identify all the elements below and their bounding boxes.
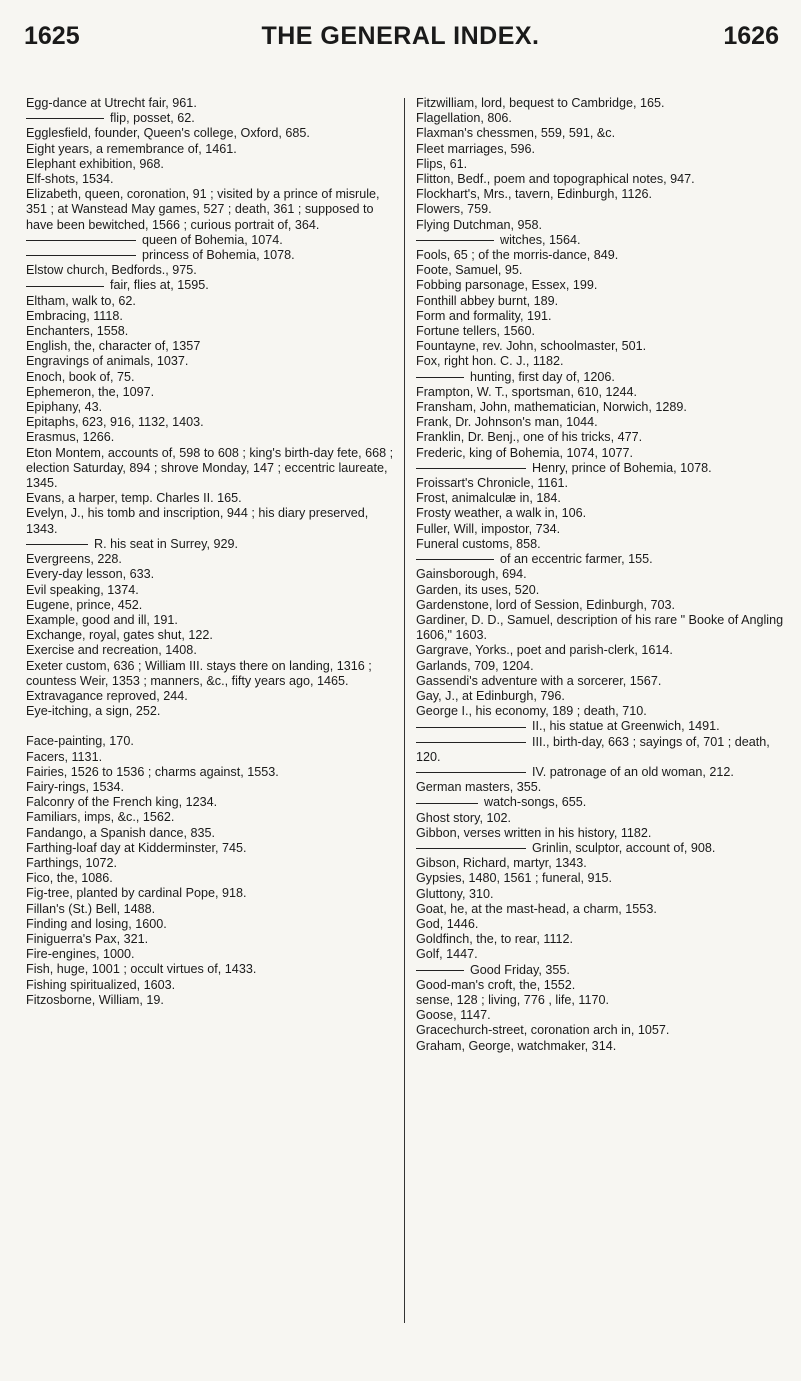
index-entry-text: Facers, 1131. — [26, 749, 103, 764]
index-entry-text: Fico, the, 1086. — [26, 871, 113, 886]
index-entry — [416, 294, 786, 309]
index-entry-text: Fillan's (St.) Bell, 1488. — [26, 901, 156, 916]
index-entry — [26, 583, 394, 598]
index-entry — [26, 294, 394, 309]
index-entry — [416, 142, 786, 157]
index-entry — [26, 598, 394, 613]
index-entry-text: sense, 128 ; living, 776 , life, 1170. — [416, 992, 609, 1007]
ditto-dash — [416, 742, 526, 743]
index-entry — [26, 856, 394, 871]
page-header — [0, 22, 801, 62]
index-entry-text: Fonthill abbey burnt, 189. — [416, 293, 559, 308]
index-entry-text: Fransham, John, mathematician, Norwich, 1289. — [416, 400, 687, 415]
index-entry — [26, 400, 394, 415]
index-entry-text: Graham, George, watchmaker, 314. — [416, 1038, 617, 1053]
index-entry-text: Flips, 61. — [416, 156, 468, 171]
index-entry-text: Goose, 1147. — [416, 1008, 491, 1023]
index-entry-text: Epiphany, 43. — [26, 400, 103, 415]
index-entry-text: Exeter custom, 636 ; William III. stays there on landing, 1316 ; countess Weir, 1353 ; manners, &c., fifty years ago, 1465. — [26, 658, 372, 688]
index-entry — [416, 719, 786, 734]
index-entry — [416, 126, 786, 141]
index-entry — [416, 446, 786, 461]
index-entry — [416, 826, 786, 841]
index-entry-text: Gardiner, D. D., Samuel, description of his rare " Booke of Angling 1606," 1603. — [416, 612, 784, 643]
index-entry — [416, 689, 786, 704]
index-entry-text: Flaxman's chessmen, 559, 591, &c. — [416, 126, 616, 141]
index-entry-text: German masters, 355. — [416, 780, 542, 795]
ditto-dash — [416, 727, 526, 728]
index-entry-text: Farthings, 1072. — [26, 855, 118, 870]
index-entry-text: Every-day lesson, 633. — [26, 567, 155, 582]
index-entry — [416, 415, 786, 430]
index-entry — [416, 917, 786, 932]
index-entry — [26, 491, 394, 506]
index-entry-text: Exercise and recreation, 1408. — [26, 643, 197, 658]
index-entry — [26, 430, 394, 445]
index-entry — [416, 96, 786, 111]
index-entry-text: Gargrave, Yorks., poet and parish-clerk, 1614. — [416, 643, 673, 658]
index-entry-text: Fish, huge, 1001 ; occult virtues of, 1433. — [26, 962, 257, 977]
index-entry-text: Flagellation, 806. — [416, 111, 512, 126]
index-entry-text: flip, posset, 62. — [110, 111, 195, 126]
index-entry — [26, 902, 394, 917]
index-entry — [416, 522, 786, 537]
index-entry-text: Egglesfield, founder, Queen's college, Oxford, 685. — [26, 126, 310, 141]
index-entry — [416, 583, 786, 598]
index-entry — [416, 811, 786, 826]
index-entry — [26, 947, 394, 962]
index-entry-text: Grinlin, sculptor, account of, 908. — [532, 840, 716, 855]
index-entry — [416, 491, 786, 506]
index-entry — [416, 476, 786, 491]
index-entry — [26, 993, 394, 1008]
index-entry-text: Evans, a harper, temp. Charles II. 165. — [26, 491, 242, 506]
index-entry-text: Enoch, book of, 75. — [26, 369, 135, 384]
index-entry — [416, 659, 786, 674]
ditto-dash — [416, 772, 526, 773]
index-entry-text: Franklin, Dr. Benj., one of his tricks, 477. — [416, 430, 643, 445]
ditto-dash — [416, 377, 464, 378]
index-entry-text: Evergreens, 228. — [26, 552, 122, 567]
index-entry-text: Gluttony, 310. — [416, 886, 494, 901]
index-entry — [26, 339, 394, 354]
index-entry — [26, 795, 394, 810]
index-entry — [416, 735, 786, 765]
index-entry-text: Fuller, Will, impostor, 734. — [416, 521, 561, 536]
index-entry — [26, 111, 394, 126]
index-entry — [416, 704, 786, 719]
index-entry-text: Fountayne, rev. John, schoolmaster, 501. — [416, 339, 647, 354]
index-entry — [26, 765, 394, 780]
index-entry — [416, 856, 786, 871]
index-entry — [416, 248, 786, 263]
index-entry-text: Flockhart's, Mrs., tavern, Edinburgh, 1126. — [416, 187, 652, 202]
index-entry — [416, 1023, 786, 1038]
index-entry — [416, 157, 786, 172]
index-entry-text: Funeral customs, 858. — [416, 536, 541, 551]
index-entry — [416, 202, 786, 217]
index-entry — [26, 537, 394, 552]
index-entry — [26, 734, 394, 749]
index-entry — [26, 385, 394, 400]
index-entry-text: Evil speaking, 1374. — [26, 582, 139, 597]
ditto-dash — [416, 468, 526, 469]
index-entry — [26, 263, 394, 278]
index-entry-text: Ghost story, 102. — [416, 810, 511, 825]
index-entry-text: Gibson, Richard, martyr, 1343. — [416, 856, 587, 871]
index-entry — [416, 643, 786, 658]
index-entry — [26, 886, 394, 901]
index-entry-text: of an eccentric farmer, 155. — [500, 552, 653, 567]
index-entry-text: IV. patronage of an old woman, 212. — [532, 764, 734, 779]
index-entry — [26, 613, 394, 628]
index-entry-text: Elephant exhibition, 968. — [26, 156, 164, 171]
index-entry-text: Form and formality, 191. — [416, 308, 552, 323]
index-entry-text: hunting, first day of, 1206. — [470, 369, 615, 384]
index-entry-text: Epitaphs, 623, 916, 1132, 1403. — [26, 415, 204, 430]
index-entry — [26, 142, 394, 157]
index-entry-text: II., his statue at Greenwich, 1491. — [532, 719, 720, 734]
index-entry-text: Frederic, king of Bohemia, 1074, 1077. — [416, 445, 634, 460]
index-entry — [26, 826, 394, 841]
index-entry — [416, 552, 786, 567]
index-entry — [26, 370, 394, 385]
ditto-dash — [416, 970, 464, 971]
index-entry-text: Henry, prince of Bohemia, 1078. — [532, 460, 712, 475]
index-entry — [26, 689, 394, 704]
index-entry — [26, 659, 394, 689]
ditto-dash — [26, 255, 136, 256]
ditto-dash — [416, 803, 478, 804]
ditto-dash — [416, 848, 526, 849]
index-entry-text: Fitzwilliam, lord, bequest to Cambridge, 165. — [416, 96, 665, 110]
index-entry-text: Familiars, imps, &c., 1562. — [26, 810, 175, 825]
index-entry-text: Engravings of animals, 1037. — [26, 354, 189, 369]
index-column-right — [416, 96, 786, 1054]
index-entry — [416, 233, 786, 248]
index-entry-text: George I., his economy, 189 ; death, 710. — [416, 704, 647, 719]
index-entry — [26, 96, 394, 111]
index-entry-text: Egg-dance at Utrecht fair, 961. — [26, 96, 197, 110]
index-entry-text: Frost, animalculæ in, 184. — [416, 491, 561, 506]
index-entry — [416, 978, 786, 993]
index-entry — [26, 643, 394, 658]
index-entry — [416, 613, 786, 643]
index-entry — [26, 750, 394, 765]
index-entry-text: Enchanters, 1558. — [26, 324, 129, 339]
index-entry-text: Frosty weather, a walk in, 106. — [416, 506, 587, 521]
index-entry — [416, 932, 786, 947]
index-entry-text: Embracing, 1118. — [26, 308, 123, 323]
index-entry — [416, 765, 786, 780]
index-entry-text: Eton Montem, accounts of, 598 to 608 ; king's birth-day fete, 668 ; election Saturday, 894 ; shrove Monday, 147 ; eccentric laureate, 1345. — [26, 445, 394, 491]
ditto-dash — [26, 240, 136, 241]
page-number-left: 1625 — [24, 22, 80, 50]
index-entry — [26, 309, 394, 324]
index-entry — [416, 887, 786, 902]
index-entry-text: Fairies, 1526 to 1536 ; charms against, 1553. — [26, 764, 279, 779]
index-entry — [26, 628, 394, 643]
index-entry — [416, 598, 786, 613]
index-entry — [416, 354, 786, 369]
ditto-dash — [26, 286, 104, 287]
index-entry — [416, 902, 786, 917]
index-entry — [416, 111, 786, 126]
index-entry — [416, 674, 786, 689]
ditto-dash — [416, 559, 494, 560]
index-entry-text: Fig-tree, planted by cardinal Pope, 918. — [26, 886, 247, 901]
index-entry-text: Froissart's Chronicle, 1161. — [416, 476, 568, 491]
index-entry-text: Eight years, a remembrance of, 1461. — [26, 141, 237, 156]
index-entry — [416, 871, 786, 886]
index-entry — [26, 172, 394, 187]
index-entry — [416, 506, 786, 521]
index-entry-text: Gibbon, verses written in his history, 1182. — [416, 825, 652, 840]
index-entry — [416, 218, 786, 233]
index-entry — [416, 947, 786, 962]
index-entry-text: Golf, 1447. — [416, 947, 478, 962]
column-divider — [404, 98, 405, 1323]
index-entry — [26, 932, 394, 947]
index-entry-text: Fairy-rings, 1534. — [26, 779, 124, 794]
index-entry-text: III., birth-day, 663 ; sayings of, 701 ; death, 120. — [416, 734, 770, 764]
index-entry-text: R. his seat in Surrey, 929. — [94, 536, 238, 551]
index-entry — [26, 354, 394, 369]
index-entry-text: witches, 1564. — [500, 232, 581, 247]
index-entry-text: queen of Bohemia, 1074. — [142, 232, 283, 247]
index-entry — [26, 446, 394, 492]
index-entry-text: Ephemeron, the, 1097. — [26, 384, 155, 399]
index-entry — [416, 370, 786, 385]
index-entry — [416, 263, 786, 278]
index-entry — [416, 795, 786, 810]
index-entry-text: Fools, 65 ; of the morris-dance, 849. — [416, 248, 619, 263]
index-entry-text: Falconry of the French king, 1234. — [26, 795, 218, 810]
index-entry — [26, 278, 394, 293]
index-entry — [26, 324, 394, 339]
index-entry-text: Fortune tellers, 1560. — [416, 324, 536, 339]
index-entry-text: Gay, J., at Edinburgh, 796. — [416, 688, 565, 703]
page-number-right: 1626 — [723, 22, 779, 50]
index-entry-text: Gassendi's adventure with a sorcerer, 1567. — [416, 673, 662, 688]
index-entry — [416, 963, 786, 978]
index-entry-text: English, the, character of, 1357 — [26, 339, 201, 354]
index-entry-text: Flitton, Bedf., poem and topographical notes, 947. — [416, 172, 695, 187]
ditto-dash — [26, 544, 88, 545]
index-entry-text: Gainsborough, 694. — [416, 567, 527, 582]
index-entry-text: Gracechurch-street, coronation arch in, 1057. — [416, 1023, 670, 1038]
index-entry-text: Gypsies, 1480, 1561 ; funeral, 915. — [416, 871, 613, 886]
index-entry — [416, 567, 786, 582]
index-entry-text: Fitzosborne, William, 19. — [26, 992, 164, 1007]
index-entry — [26, 810, 394, 825]
index-entry — [416, 324, 786, 339]
index-entry — [416, 187, 786, 202]
index-entry-text: Evelyn, J., his tomb and inscription, 944 ; his diary preserved, 1343. — [26, 506, 369, 536]
section-gap — [26, 719, 394, 734]
index-entry-text: Garlands, 709, 1204. — [416, 658, 534, 673]
index-entry — [26, 233, 394, 248]
index-entry-text: Gardenstone, lord of Session, Edinburgh, 703. — [416, 597, 676, 612]
index-entry-text: Fobbing parsonage, Essex, 199. — [416, 278, 598, 293]
index-entry — [416, 780, 786, 795]
index-entry-text: princess of Bohemia, 1078. — [142, 248, 295, 263]
index-entry-text: Eye-itching, a sign, 252. — [26, 704, 161, 719]
index-column-left — [26, 96, 394, 1008]
index-entry — [26, 871, 394, 886]
index-entry-text: Good Friday, 355. — [470, 962, 570, 977]
index-entry-text: Fox, right hon. C. J., 1182. — [416, 354, 564, 369]
index-entry-text: Extravagance reproved, 244. — [26, 688, 188, 703]
index-entry — [26, 841, 394, 856]
index-entry — [416, 993, 786, 1008]
index-entry-text: Fleet marriages, 596. — [416, 141, 535, 156]
index-entry — [416, 278, 786, 293]
index-entry-text: Eltham, walk to, 62. — [26, 293, 136, 308]
index-entry — [416, 430, 786, 445]
index-entry — [26, 917, 394, 932]
index-entry — [26, 978, 394, 993]
index-entry-text: Elf-shots, 1534. — [26, 172, 114, 187]
index-entry-text: Fishing spiritualized, 1603. — [26, 977, 176, 992]
index-entry — [26, 552, 394, 567]
index-entry-text: Fire-engines, 1000. — [26, 947, 135, 962]
index-entry-text: Garden, its uses, 520. — [416, 582, 540, 597]
index-entry-text: Fandango, a Spanish dance, 835. — [26, 825, 216, 840]
index-entry-text: Good-man's croft, the, 1552. — [416, 977, 576, 992]
index-entry — [26, 567, 394, 582]
index-entry-text: Exchange, royal, gates shut, 122. — [26, 628, 213, 643]
index-entry-text: Frank, Dr. Johnson's man, 1044. — [416, 415, 598, 430]
index-entry — [26, 415, 394, 430]
index-entry — [416, 400, 786, 415]
index-entry — [416, 461, 786, 476]
index-entry-text: Goldfinch, the, to rear, 1112. — [416, 932, 574, 947]
index-entry-text: Foote, Samuel, 95. — [416, 263, 523, 278]
index-entry — [26, 704, 394, 719]
ditto-dash — [416, 240, 494, 241]
index-entry-text: Finding and losing, 1600. — [26, 916, 167, 931]
index-entry-text: Face-painting, 170. — [26, 734, 134, 749]
index-entry — [416, 1008, 786, 1023]
index-entry-text: Flying Dutchman, 958. — [416, 217, 542, 232]
index-entry-text: Frampton, W. T., sportsman, 610, 1244. — [416, 384, 637, 399]
index-entry-text: Example, good and ill, 191. — [26, 612, 178, 627]
index-entry — [26, 126, 394, 141]
index-entry — [26, 506, 394, 536]
index-entry-text: fair, flies at, 1595. — [110, 278, 209, 293]
index-entry-text: Flowers, 759. — [416, 202, 492, 217]
index-entry-text: Elizabeth, queen, coronation, 91 ; visited by a prince of misrule, 351 ; at Wanstead May games, 527 ; death, 361 ; supposed to have been bewitched, 1566 ; curious portrait of, 364. — [26, 187, 380, 232]
index-entry — [416, 841, 786, 856]
index-entry — [26, 248, 394, 263]
index-entry-text: God, 1446. — [416, 916, 479, 931]
index-entry — [416, 339, 786, 354]
index-entry-text: Erasmus, 1266. — [26, 430, 115, 445]
index-entry — [26, 962, 394, 977]
index-entry-text: Eugene, prince, 452. — [26, 597, 143, 612]
index-entry-text: Finiguerra's Pax, 321. — [26, 931, 149, 946]
page-title: THE GENERAL INDEX. — [261, 22, 540, 50]
index-entry-text: watch-songs, 655. — [484, 795, 587, 810]
ditto-dash — [26, 118, 104, 119]
index-entry-text: Goat, he, at the mast-head, a charm, 1553. — [416, 901, 657, 916]
index-entry — [416, 309, 786, 324]
index-entry — [26, 187, 394, 233]
index-entry — [26, 157, 394, 172]
index-entry — [416, 1039, 786, 1054]
index-entry-text: Elstow church, Bedfords., 975. — [26, 263, 197, 278]
index-entry — [416, 385, 786, 400]
index-entry-text: Farthing-loaf day at Kidderminster, 745. — [26, 840, 247, 855]
index-entry — [416, 537, 786, 552]
index-entry — [26, 780, 394, 795]
index-entry — [416, 172, 786, 187]
